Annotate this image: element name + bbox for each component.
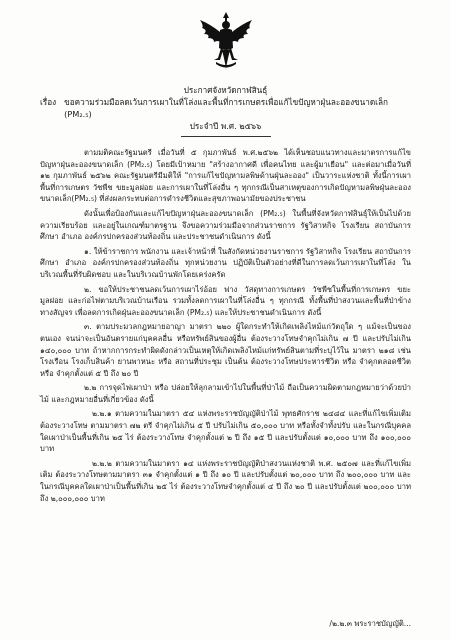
paragraph-preamble: ตามมติคณะรัฐมนตรี เมื่อวันที่ ๕ กุมภาพันธ์ พ.ศ.๒๕๖๒ ได้เห็นชอบแนวทางและมาตรการแก้ไขปัญหาฝุ่นละอองขนาดเล็ก (PM₂.₅) โดยมีเป้าหมาย "สร้างอากาศดี เพื่อคนไทย และผู้มาเยือน" และต่อมาเมื่อวันที่ ๑๒ กุมภาพันธ์ ๒๕๖๒ คณะรัฐมนตรีมีมติให้ "การแก้ไขปัญหามลพิษด้านฝุ่นละออง" เป็นวาระแห่งชาติ ทั้งนี้การเผาพื้นที่การเกษตร วัชพืช ขยะมูลฝอย และการเผาในที่โล่งอื่น ๆ ทุกกรณีเป็นสาเหตุของการเกิดปัญหามลพิษฝุ่นละอองขนาดเล็ก(PM₂.₅) ที่ส่งผลกระทบต่อการดำรงชีวิตและสุขภาพอนามัยของประชาชน xyxy=(40,148,411,204)
paragraph-item-1: ๑. ให้ข้าราชการ พนักงาน และเจ้าหน้าที่ ในสังกัดหน่วยงานราชการ รัฐวิสาหกิจ โรงเรียน สถาบันการศึกษา อำเภอ องค์กรปกครองส่วนท้องถิ่น ทุกหน่วยงาน ปฏิบัติเป็นตัวอย่างที่ดีในการลดเว้นการเผาในที่โล่ง ในบริเวณพื้นที่รับผิดชอบ และในบริเวณบ้านพักโดยเคร่งครัด xyxy=(40,246,411,279)
paragraph-item-2-2: ๒.๒ การจุดไฟเผาป่า หรือ ปล่อยให้ลุกลามเข้าไปในพื้นที่ป่าไม้ ถือเป็นความผิดตามกฎหมายว่าด้วยป่าไม้ และกฎหมายอื่นที่เกี่ยวข้อง ดังนี้ xyxy=(40,383,411,404)
garuda-emblem-icon xyxy=(196,10,256,72)
paragraph-item-2-1: ๓. ตามประมวลกฎหมายอาญา มาตรา ๒๒๐ ผู้ใดกระทำให้เกิดเพลิงไหม้แก่วัตถุใด ๆ แม้จะเป็นของตนเอง จนน่าจะเป็นอันตรายแก่บุคคลอื่น หรือทรัพย์สินของผู้อื่น ต้องระวางโทษจำคุกไม่เกิน ๗ ปี และปรับไม่เกิน ๑๔๐,๐๐๐ บาท ถ้าหากการกระทำผิดดังกล่าวเป็นเหตุให้เกิดเพลิงไหม้แก่ทรัพย์สินตามที่ระบุไว้ใน มาตรา ๒๑๘ เช่น โรงเรือน โรงเก็บสินค้า ยานพาหนะ หรือ สถานที่ประชุม เป็นต้น ต้องระวางโทษประหารชีวิต หรือ จำคุกตลอดชีวิต หรือ จำคุกตั้งแต่ ๕ ปี ถึง ๒๐ ปี xyxy=(40,322,411,378)
paragraph-request: ดังนั้นเพื่อป้องกันและแก้ไขปัญหาฝุ่นละอองขนาดเล็ก (PM₂.₅) ในพื้นที่จังหวัดกาฬสินธุ์ให้เป็นไปด้วยความเรียบร้อย และอยู่ในเกณฑ์มาตรฐาน จึงขอความร่วมมือจากส่วนราชการ รัฐวิสาหกิจ โรงเรียน สถาบันการศึกษา อำเภอ องค์กรปกครองส่วนท้องถิ่น และประชาชนดำเนินการ ดังนี้ xyxy=(40,208,411,242)
subject-text: ขอความร่วมมือลดเว้นการเผาในที่โล่งและพื้นที่การเกษตรเพื่อแก้ไขปัญหาฝุ่นละอองขนาดเล็ก (PM₂.₅) xyxy=(64,97,388,119)
document-body xyxy=(40,147,411,504)
paragraph-item-2-2-1: ๒.๒.๑ ตามความในมาตรา ๕๔ แห่งพระราชบัญญัติป่าไม้ พุทธศักราช ๒๔๘๔ และที่แก้ไขเพิ่มเติม ต้องระวางโทษ ตามมาตรา ๗๒ ตรี จำคุกไม่เกิน ๕ ปี ปรับไม่เกิน ๕๐,๐๐๐ บาท หรือทั้งจำทั้งปรับ และในกรณีบุคคลใดเผาป่าเป็นพื้นที่เกิน ๒๕ ไร่ ต้องระวางโทษ จำคุกตั้งแต่ ๒ ปี ถึง ๑๕ ปี และปรับตั้งแต่ ๑๐,๐๐๐ บาท ถึง ๑๐๐,๐๐๐ บาท xyxy=(40,409,411,454)
subject-label: เรื่อง xyxy=(40,97,57,107)
header-divider xyxy=(181,136,271,137)
issuer-title: ประกาศจังหวัดกาฬสินธุ์ xyxy=(183,85,268,95)
paragraph-item-2-2-2: ๒.๒.๒ ตามความในมาตรา ๑๔ แห่งพระราชบัญญัติป่าสงวนแห่งชาติ พ.ศ. ๒๕๐๗ และที่แก้ไขเพิ่มเติม ต้องระวางโทษตามมาตรา ๓๑ จำคุกตั้งแต่ ๑ ปี ถึง ๑๐ ปี และปรับตั้งแต่ ๒๐,๐๐๐ บาท ถึง ๒๐๐,๐๐๐ บาท และในกรณีบุคคลใดเผาป่าเป็นพื้นที่เกิน ๒๕ ไร่ ต้องระวางโทษจำคุกตั้งแต่ ๔ ปี ถึง ๒๐ ปี และปรับตั้งแต่ ๒๐๐,๐๐๐ บาท ถึง ๒,๐๐๐,๐๐๐ บาท xyxy=(40,458,411,503)
continuation-marker: /๒.๒.๓ พระราชบัญญัติ... xyxy=(329,619,411,628)
paragraph-item-2: ๒. ขอให้ประชาชนลดเว้นการเผาไร่อ้อย ฟาง วัสดุทางการเกษตร วัชพืชในพื้นที่การเกษตร ขยะมูลฝอย และก่อไฟตามบริเวณบ้านเรือน รวมทั้งลดการเผาในที่โล่งอื่น ๆ ทุกกรณี ทั้งพื้นที่ป่าสงวนและพื้นที่ป่าข้างทางสัญจร เพื่อลดการเกิดฝุ่นละอองขนาดเล็ก (PM₂.₅) และให้ประชาชนดำเนินการ ดังนี้ xyxy=(40,284,411,317)
year-line: ประจำปี พ.ศ. ๒๕๖๖ xyxy=(189,121,262,131)
subject-line xyxy=(40,96,411,120)
